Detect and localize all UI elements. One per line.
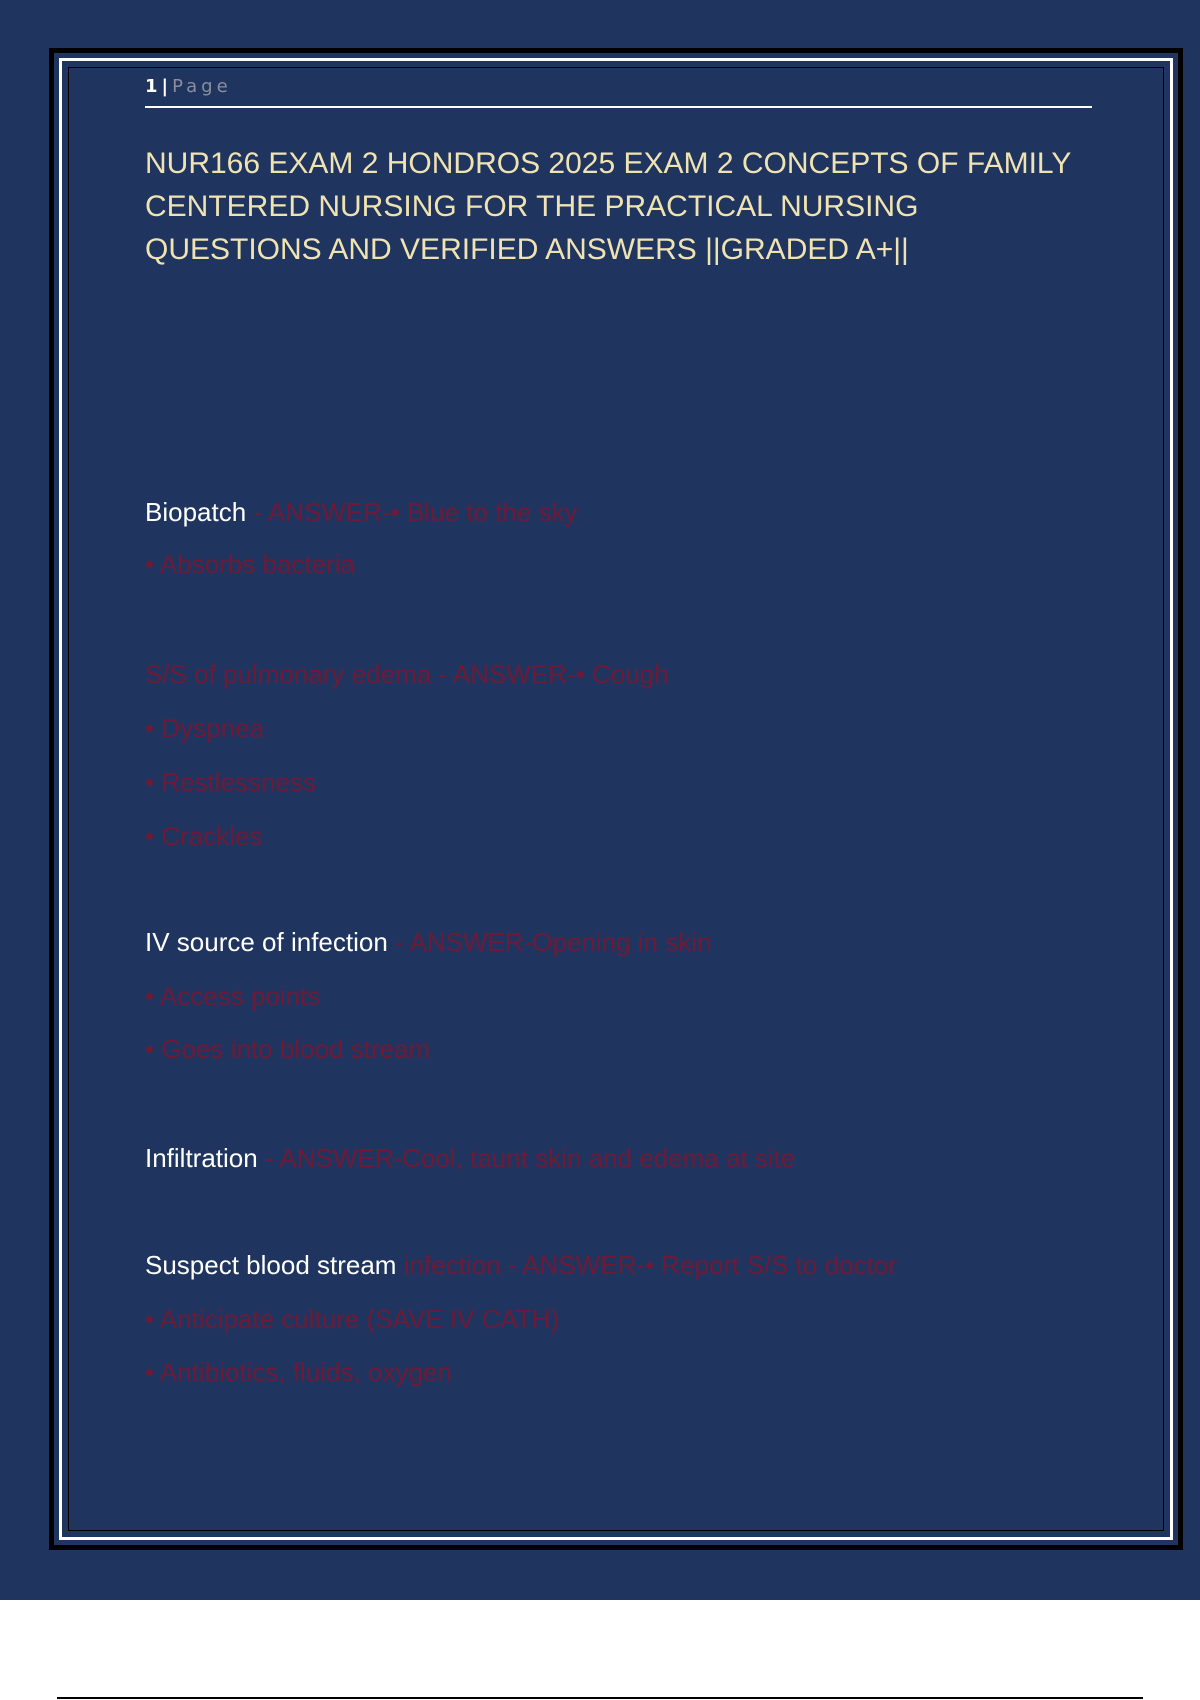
question-text: IV source of infection	[145, 927, 388, 957]
qa-item-pulmonary-edema	[145, 658, 669, 690]
question-text: Biopatch	[145, 497, 247, 527]
page-word: Page	[172, 76, 232, 97]
page-separator: |	[161, 76, 169, 97]
answer-detail: • Absorbs bacteria	[145, 549, 355, 579]
answer-text: S/S of pulmonary edema - ANSWER-• Cough	[145, 659, 669, 689]
question-text: Suspect blood stream	[145, 1250, 397, 1280]
answer-detail: • Access points	[145, 981, 321, 1011]
document-title: NUR166 EXAM 2 HONDROS 2025 EXAM 2 CONCEPTS OF FAMILY CENTERED NURSING FOR THE PRACTICAL NURSING QUESTIONS AND VERIFIED ANSWERS ||GRADED A+||	[145, 147, 1071, 266]
question-text: Infiltration	[145, 1143, 258, 1173]
answer-text: - ANSWER-Cool, taunt skin and edema at site	[257, 1143, 796, 1173]
qa-item-iv-source	[145, 926, 711, 958]
next-page-rule	[57, 1697, 1143, 1699]
qa-item-infiltration	[145, 1142, 795, 1174]
answer-detail: • Goes into blood stream	[145, 1034, 431, 1064]
page-indicator	[145, 76, 232, 97]
page-header	[145, 74, 1092, 108]
page-number: 1	[145, 76, 158, 97]
answer-text: - ANSWER-• Blue to the sky	[246, 497, 578, 527]
qa-item-biopatch	[145, 496, 578, 528]
answer-text: - ANSWER-Opening in skin	[387, 927, 712, 957]
answer-text: infection - ANSWER-• Report S/S to doctor	[396, 1250, 897, 1280]
answer-detail: • Restlessness	[145, 767, 316, 797]
qa-item-blood-stream	[145, 1249, 897, 1281]
answer-detail: • Anticipate culture (SAVE IV CATH)	[145, 1304, 560, 1334]
answer-detail: • Crackles	[145, 821, 263, 851]
answer-detail: • Antibiotics, fluids, oxygen	[145, 1357, 452, 1387]
answer-detail: • Dyspnea	[145, 713, 264, 743]
